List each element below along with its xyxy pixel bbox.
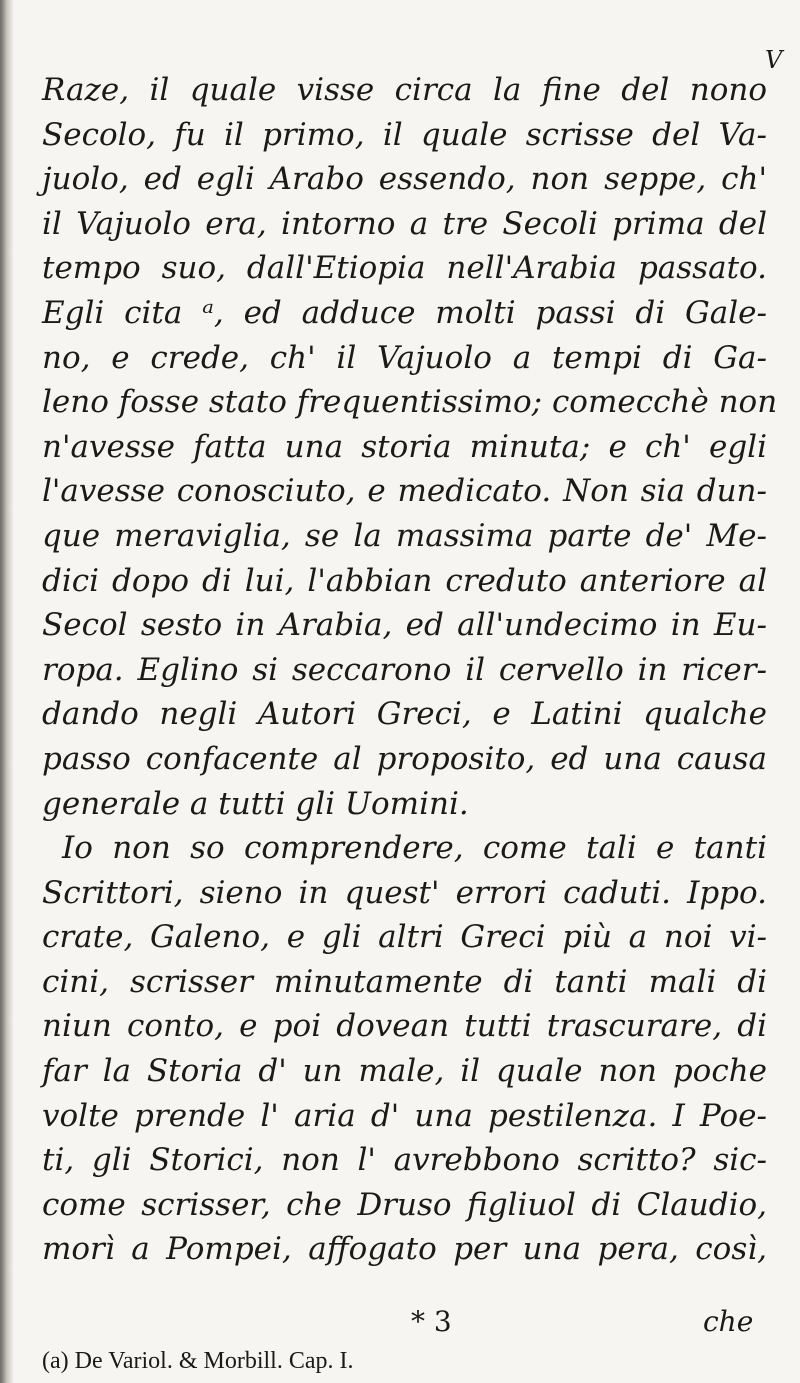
catchline [42,1302,767,1342]
text-line: tempo suo, dall'Etiopia nell'Arabia passato. [42,250,767,287]
text-line: l'avesse conosciuto, e medicato. Non sia dun- [42,473,767,510]
text-line: volte prende l' aria d' una pestilenza. I Poe- [42,1097,767,1134]
text-line: cini, scrisser minutamente di tanti mali di [42,963,767,1000]
text-line: passo confacente al proposito, ed una causa [42,740,767,777]
text-line-paragraph-end: generale a tutti gli Uomini. [42,785,469,822]
text-line: il Vajuolo era, intorno a tre Secoli prima del [42,205,767,242]
body-text [42,68,778,1272]
text-line: Secolo, fu il primo, il quale scrisse del Va- [42,116,767,153]
text-line: ropa. Eglino si seccarono il cervello in ricer- [42,651,767,688]
text-line: niun conto, e poi dovean tutti trascurare, di [42,1008,767,1045]
text-line: dici dopo di lui, l'abbian creduto anteriore al [42,562,767,599]
catchword: che [703,1305,754,1338]
signature-mark: * 3 [411,1305,452,1338]
text-line: Egli cita ᵃ, ed adduce molti passi di Gale- [42,294,767,331]
text-line: far la Storia d' un male, il quale non poche [42,1053,767,1090]
text-line: no, e crede, ch' il Vajuolo a tempi di Ga- [42,339,767,376]
text-line-paragraph-start: Io non so comprendere, come tali e tanti [62,830,767,867]
page-mark: V [765,46,783,74]
text-line: Secol sesto in Arabia, ed all'undecimo in Eu- [42,607,767,644]
text-line: Raze, il quale visse circa la fine del nono [42,72,767,108]
page-binding-edge [0,0,14,1383]
text-line: leno fosse stato frequentissimo; comecchè non [42,384,778,421]
footnote: (a) De Variol. & Morbill. Cap. I. [42,1348,354,1374]
text-line: ti, gli Storici, non l' avrebbono scritto? sic- [42,1142,767,1179]
text-line: que meraviglia, se la massima parte de' Me- [42,517,767,554]
text-line: Scrittori, sieno in quest' errori caduti. Ippo. [42,874,767,911]
text-line: juolo, ed egli Arabo essendo, non seppe, ch' [42,161,767,198]
text-line: n'avesse fatta una storia minuta; e ch' egli [42,428,767,465]
text-line: come scrisser, che Druso figliuol di Claudio, [42,1186,767,1223]
text-line: morì a Pompei, affogato per una pera, così, [42,1231,767,1268]
text-line: dando negli Autori Greci, e Latini qualche [42,696,767,733]
text-line: crate, Galeno, e gli altri Greci più a noi vi- [42,919,767,956]
